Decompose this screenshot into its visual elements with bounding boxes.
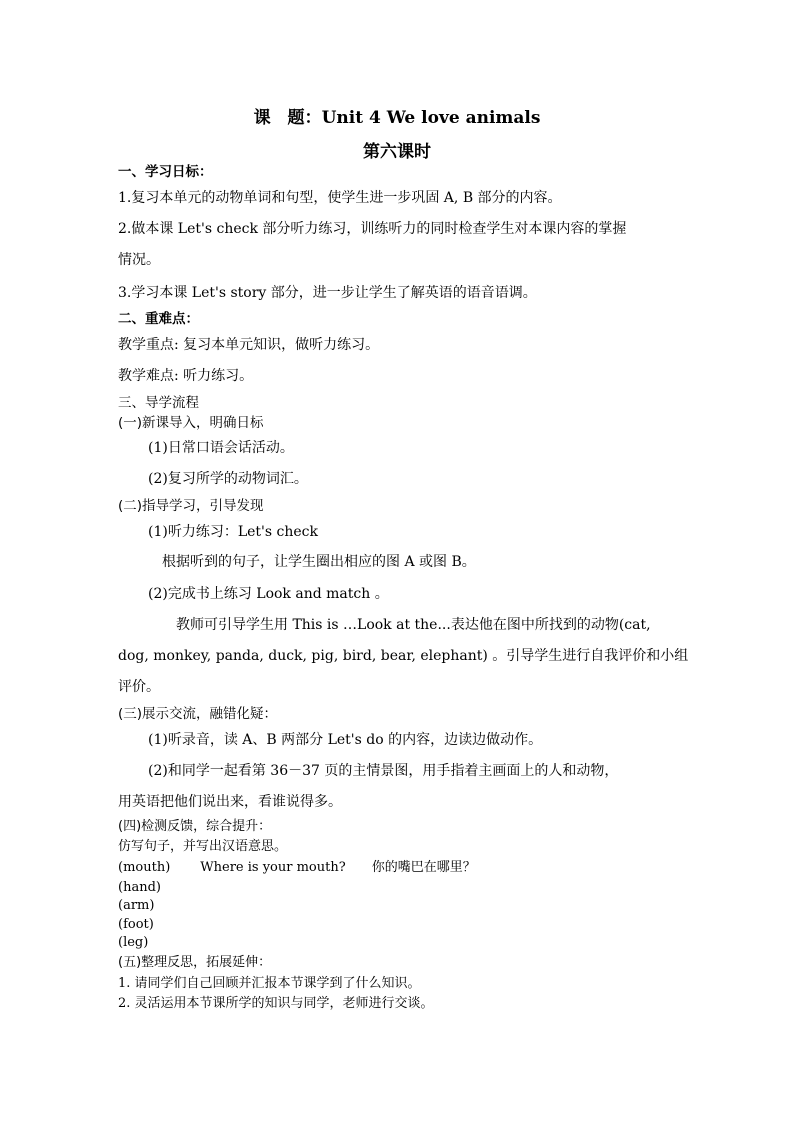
example-word: (mouth) [118,860,171,875]
objective-item-2-cont: 情况。 [118,252,160,268]
part-4-instruction: 仿写句子，并写出汉语意思。 [118,839,288,854]
section-process-heading: 三、导学流程 [118,395,199,411]
teaching-key-point: 教学重点: 复习本单元知识，做听力练习。 [118,337,380,353]
lesson-title [0,106,794,130]
reflection-item-2: 2. 灵活运用本节课所学的知识与同学，老师进行交谈。 [118,996,434,1011]
part-3-item-2-cont: 用英语把他们说出来，看谁说得多。 [118,794,342,810]
example-english: Where is your mouth? [200,860,346,875]
part-2-heading: (二)指导学习，引导发现 [118,498,264,514]
part-3-item-2: (2)和同学一起看第 36－37 页的主情景图，用手指着主画面上的人和动物， [148,763,619,779]
objective-item-1: 1.复习本单元的动物单词和句型，使学生进一步巩固 A, B 部分的内容。 [118,190,562,206]
example-sentence-row [118,859,476,877]
reflection-item-1: 1. 请同学们自己回顾并汇报本节课学到了什么知识。 [118,976,421,991]
lesson-subtitle: 第六课时 [363,142,431,162]
practice-word-hand: (hand) [118,880,161,895]
part-4-heading: (四)检测反馈，综合提升： [118,819,272,834]
section-keypoints-heading: 二、重难点： [118,311,199,327]
part-1-item-2: (2)复习所学的动物词汇。 [148,471,308,487]
practice-word-foot: (foot) [118,917,154,932]
part-3-heading: (三)展示交流，融错化疑： [118,706,278,722]
part-2-item-2: (2)完成书上练习 Look and match 。 [148,586,389,602]
example-chinese: 你的嘴巴在哪里？ [371,860,476,875]
part-3-item-1: (1)听录音，读 A、B 两部分 Let's do 的内容，边读边做动作。 [148,732,543,748]
part-2-item-1-detail: 根据听到的句子，让学生圈出相应的图 A 或图 B。 [162,554,476,570]
part-2-item-1: (1)听力练习：Let's check [148,524,318,540]
part-2-item-2-detail-1: 教师可引导学生用 This is …Look at the...表达他在图中所找到的动物(cat, [176,617,651,633]
practice-word-leg: (leg) [118,935,149,950]
practice-word-arm: (arm) [118,898,155,913]
part-1-item-1: (1)日常口语会话活动。 [148,440,294,456]
part-2-item-2-detail-2: dog, monkey, panda, duck, pig, bird, bear, elephant) 。引导学生进行自我评价和小组 [118,648,689,664]
part-2-item-2-detail-3: 评价。 [118,679,160,695]
objective-item-3: 3.学习本课 Let's story 部分，进一步让学生了解英语的语音语调。 [118,285,537,301]
title-label: 课 题： [253,108,322,128]
part-1-heading: (一)新课导入，明确日标 [118,415,264,431]
section-objectives-heading: 一、学习日标： [118,164,213,180]
part-5-heading: (五)整理反思，拓展延伸： [118,955,272,970]
teaching-difficult-point: 教学难点: 听力练习。 [118,368,254,384]
objective-item-2: 2.做本课 Let's check 部分听力练习，训练听力的同时检查学生对本课内容的掌握 [118,221,627,237]
title-text: Unit 4 We love animals [321,108,541,128]
